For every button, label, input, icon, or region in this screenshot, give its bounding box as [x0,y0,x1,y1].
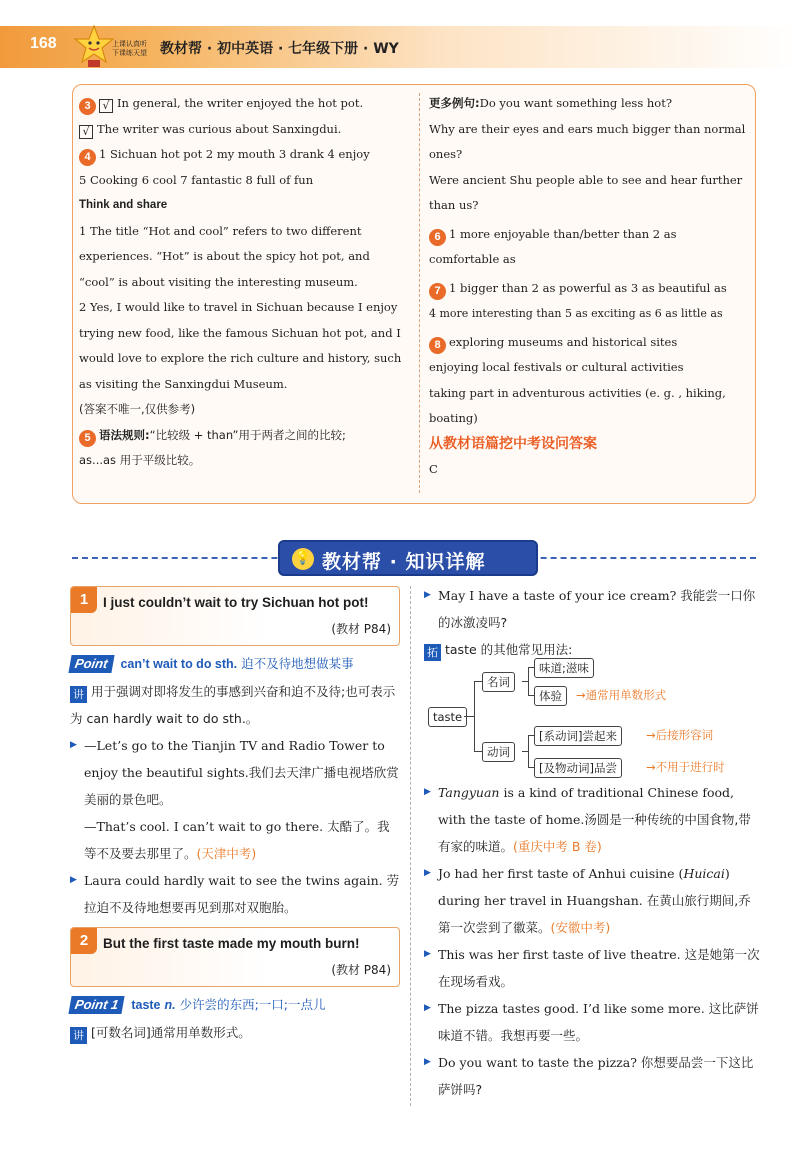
star-mascot-icon [74,24,114,68]
taste-example-6: ▶ Do you want to taste the pizza? 你想要品尝一下这比萨饼吗? [424,1049,762,1103]
point-1-tag: Point 1 [68,996,125,1014]
phrase-explanation: 用于强调对即将发生的事感到兴奋和迫不及待;也可表示为 can hardly wait to do sth.。 [70,684,396,726]
diagram-verb: 动词 [482,742,515,762]
diagram-verb-2: [及物动词]品尝 [534,758,622,778]
think-1c: “cool” is about visiting the interesting museum. [79,274,358,289]
more-example-2b: ones? [429,147,463,161]
taste-example-5: ▶ The pizza tastes good. I’d like some more. 这比萨饼味道不错。我想再要一些。 [424,995,762,1049]
grammar-rule-line-1: “比较级 + than”用于两者之间的比较; [149,427,346,442]
bullet-triangle-icon: ▶ [424,787,431,797]
taste-example-3: ▶ Jo had her first taste of Anhui cuisine (Huicai) during her travel in Huangshan. 在黄山旅行期间,乔第一次尝到了徽菜。(安徽中考) [424,860,762,941]
answer-number-7: 7 [429,283,446,300]
extend-icon: 拓 [424,644,441,661]
more-example-3b: than us? [429,198,479,212]
exam-question-answer: C [429,462,438,476]
section-banner [278,540,538,576]
book-title: 教材帮 · 初中英语 · 七年级下册 · WY [160,41,399,57]
bullet-triangle-icon: ▶ [424,1057,431,1067]
knowledge-left-column [70,586,400,1046]
think-1a: 1 The title “Hot and cool” refers to two different [79,223,362,238]
answer-number-5: 5 [79,430,96,447]
answer-8-line-4: boating) [429,411,478,425]
key-sentence-1 [70,586,400,646]
explain-icon: 讲 [70,1027,87,1044]
answer-left-column [79,91,411,474]
diagram-noun: 名词 [482,672,515,692]
more-example-2a: Why are their eyes and ears much bigger than normal [429,121,746,136]
diagram-noun-2-note: →通常用单数形式 [576,688,667,702]
bullet-triangle-icon: ▶ [70,875,77,885]
answer-4-line-2: 5 Cooking 6 cool 7 fantastic 8 full of fun [79,172,314,187]
taste-usage-diagram [424,661,762,775]
bullet-triangle-icon: ▶ [424,868,431,878]
sentence-2-text: But the first taste made my mouth burn! [103,936,360,951]
sentence-number-1: 1 [71,587,97,613]
diagram-root: taste [428,707,467,727]
key-sentence-2 [70,927,400,987]
page-number: 168 [30,35,57,52]
banner-title: 教材帮 · 知识详解 [322,551,486,573]
checkbox-icon: √ [79,125,93,139]
checkbox-icon: √ [99,99,113,113]
taste-explanation: [可数名词]通常用单数形式。 [91,1025,251,1040]
grammar-rule-label: 语法规则: [99,427,150,442]
think-2b: trying new food, like the famous Sichuan hot pot, and I [79,325,401,340]
answer-number-4: 4 [79,149,96,166]
phrase-cant-wait: can’t wait to do sth. [120,657,238,671]
sentence-number-2: 2 [71,928,97,954]
think-2a: 2 Yes, I would like to travel in Sichuan because I enjoy [79,300,398,314]
think-2d: as visiting the Sanxingdui Museum. [79,376,288,391]
knowledge-right-column [424,582,762,1103]
bullet-triangle-icon: ▶ [70,740,77,750]
point-tag: Point [68,655,114,673]
exam-question-section-title: 从教材语篇挖中考设问答案 [429,435,597,452]
more-example-3a: Were ancient Shu people able to see and hear further [429,172,743,187]
answer-8-line-3: taking part in adventurous activities (e. g. , hiking, [429,385,726,400]
answer-6-line-2: comfortable as [429,252,516,266]
bullet-triangle-icon: ▶ [424,590,431,600]
bullet-triangle-icon: ▶ [424,1003,431,1013]
diagram-verb-2-note: →不用于进行时 [646,760,725,774]
answer-box [72,84,756,504]
answer-3-line-1: In general, the writer enjoyed the hot pot. [117,96,364,110]
diagram-verb-1-note: →后接形容词 [646,728,714,742]
taste-example-4: ▶ This was her first taste of live theatre. 这是她第一次在现场看戏。 [424,941,762,995]
sentence-1-text: I just couldn’t wait to try Sichuan hot pot! [103,595,369,610]
think-2c: would love to explore the rich culture and history, such [79,351,402,365]
think-share-title: Think and share [79,199,168,211]
lightbulb-icon: 💡 [292,548,314,570]
answer-number-8: 8 [429,337,446,354]
taste-example-1: ▶ May I have a taste of your ice cream? 我能尝一口你的冰激凌吗? [424,582,762,636]
answer-right-column [429,91,749,483]
sentence-2-source: (教材 P84) [331,963,391,977]
answer-number-6: 6 [429,229,446,246]
extend-text: taste 的其他常见用法: [445,642,573,657]
sentence-1-source: (教材 P84) [331,622,391,636]
answer-number-3: 3 [79,98,96,115]
column-separator [410,586,411,1106]
answer-6-line-1: 1 more enjoyable than/better than 2 as [449,226,677,241]
logo-tagline: 上课认真听 下课练天望 [112,40,147,57]
example-2: —That’s cool. I can’t wait to go there. 太酷了。我等不及要去那里了。(天津中考) [84,819,390,861]
grammar-rule-line-2: as...as 用于平级比较。 [79,453,201,467]
page-header [0,0,800,72]
diagram-verb-1: [系动词]尝起来 [534,726,622,746]
example-1: ▶ —Let’s go to the Tianjin TV and Radio Tower to enjoy the beautiful sights.我们去天津广播电视塔欣赏美丽的景色吧。 [70,732,400,813]
diagram-noun-2: 体验 [534,686,567,706]
answer-note: (答案不唯一,仅供参考) [79,402,196,416]
answer-4-line-1: 1 Sichuan hot pot 2 my mouth 3 drank 4 enjoy [99,147,370,161]
answer-7-line-2: 4 more interesting than 5 as exciting as 6 as little as [429,307,723,320]
more-examples-label: 更多例句: [429,96,480,110]
part-of-speech: n. [164,998,176,1012]
word-taste: taste [131,998,161,1012]
more-example-1: Do you want something less hot? [479,96,672,110]
answer-8-line-1: exploring museums and historical sites [449,334,678,349]
taste-example-2: ▶ Tangyuan is a kind of traditional Chinese food, with the taste of home.汤圆是一种传统的中国食物,带有家的味道。(重庆中考 B 卷) [424,779,762,860]
example-3: ▶ Laura could hardly wait to see the twins again. 劳拉迫不及待地想要再见到那对双胞胎。 [70,867,400,921]
answer-3-line-2: The writer was curious about Sanxingdui. [97,121,342,136]
bullet-triangle-icon: ▶ [424,949,431,959]
answer-divider [419,93,420,493]
answer-7-line-1: 1 bigger than 2 as powerful as 3 as beautiful as [449,280,727,295]
diagram-noun-1: 味道;滋味 [534,658,594,678]
think-1b: experiences. “Hot” is about the spicy hot pot, and [79,249,370,263]
phrase-meaning: 迫不及待地想做某事 [241,656,354,671]
word-meaning: 少许尝的东西;一口;一点儿 [179,997,326,1012]
answer-8-line-2: enjoying local festivals or cultural activities [429,360,684,374]
explain-icon: 讲 [70,686,87,703]
